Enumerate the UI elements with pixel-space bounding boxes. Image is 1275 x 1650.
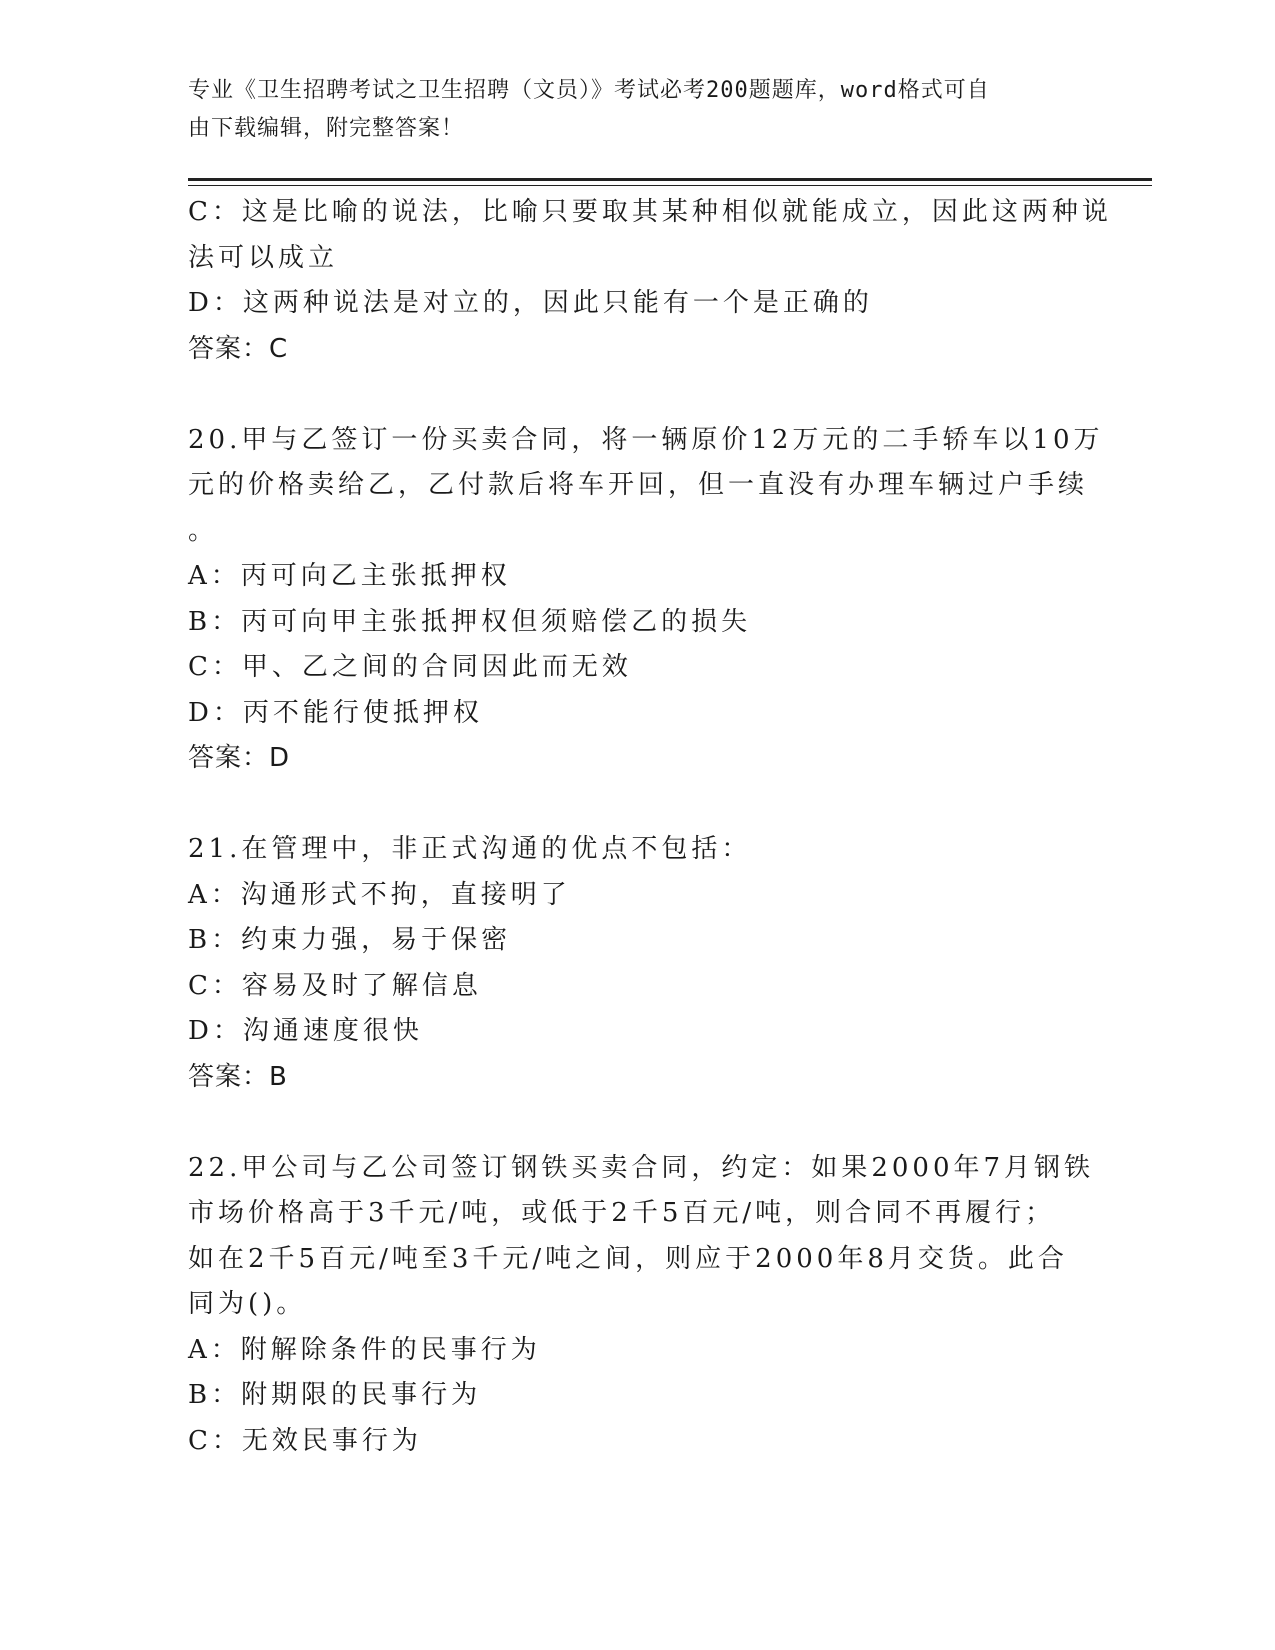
spacer: [188, 782, 1088, 828]
question-content: [188, 190, 1112, 1464]
option-b: B：约束力强，易于保密: [188, 925, 512, 955]
question-stem: 21.在管理中，非正式沟通的优点不包括：: [188, 834, 752, 864]
spacer: [188, 1100, 1088, 1146]
option-d: D：这两种说法是对立的，因此只能有一个是正确的: [188, 288, 873, 318]
option-a: A：沟通形式不拘，直接明了: [188, 879, 571, 910]
option-c-line-2: 法可以成立: [188, 242, 339, 273]
header-line-2: 由下载编辑，附完整答案！: [188, 116, 465, 141]
question-stem-line-2: 市场价格高于3千元/吨，或低于2千5百元/吨，则合同不再履行；: [188, 1198, 1056, 1228]
answer: 答案：C: [188, 333, 289, 364]
header-line-1: 专业《卫生招聘考试之卫生招聘（文员）》考试必考200题题库，word格式可自: [188, 78, 990, 103]
document-header: [188, 72, 1068, 148]
option-c: C：容易及时了解信息: [188, 970, 482, 1001]
option-d: D：丙不能行使抵押权: [188, 697, 483, 728]
question-stem-line-3: 。: [188, 515, 219, 546]
option-b: B：附期限的民事行为: [188, 1380, 482, 1410]
option-c: C：无效民事行为: [188, 1425, 422, 1456]
option-b: B：丙可向甲主张抵押权但须赔偿乙的损失: [188, 606, 752, 637]
answer: 答案：B: [188, 1061, 288, 1092]
answer: 答案：D: [188, 743, 291, 773]
option-c-line-1: C：这是比喻的说法，比喻只要取其某种相似就能成立，因此这两种说: [188, 197, 1112, 227]
option-d: D：沟通速度很快: [188, 1016, 423, 1046]
option-a: A：丙可向乙主张抵押权: [188, 561, 511, 591]
option-c: C：甲、乙之间的合同因此而无效: [188, 652, 632, 682]
question-22: [188, 1146, 1095, 1465]
question-stem-line-3: 如在2千5百元/吨至3千元/吨之间，则应于2000年8月交货。此合: [188, 1243, 1068, 1274]
question-stem-line-1: 20.甲与乙签订一份买卖合同，将一辆原价12万元的二手轿车以10万: [188, 424, 1104, 455]
question-stem-line-1: 22.甲公司与乙公司签订钢铁买卖合同，约定：如果2000年7月钢铁: [188, 1152, 1095, 1183]
option-a: A：附解除条件的民事行为: [188, 1334, 541, 1365]
question-stem-line-2: 元的价格卖给乙，乙付款后将车开回，但一直没有办理车辆过户手续: [188, 470, 1089, 500]
header-rule-thin: [188, 185, 1152, 186]
question-21: [188, 827, 1088, 1100]
question-stem-line-4: 同为()。: [188, 1289, 307, 1319]
question-19-carryover: [188, 190, 1112, 372]
question-20: [188, 418, 1104, 782]
header-rule-thick: [188, 178, 1152, 181]
spacer: [188, 372, 1088, 418]
